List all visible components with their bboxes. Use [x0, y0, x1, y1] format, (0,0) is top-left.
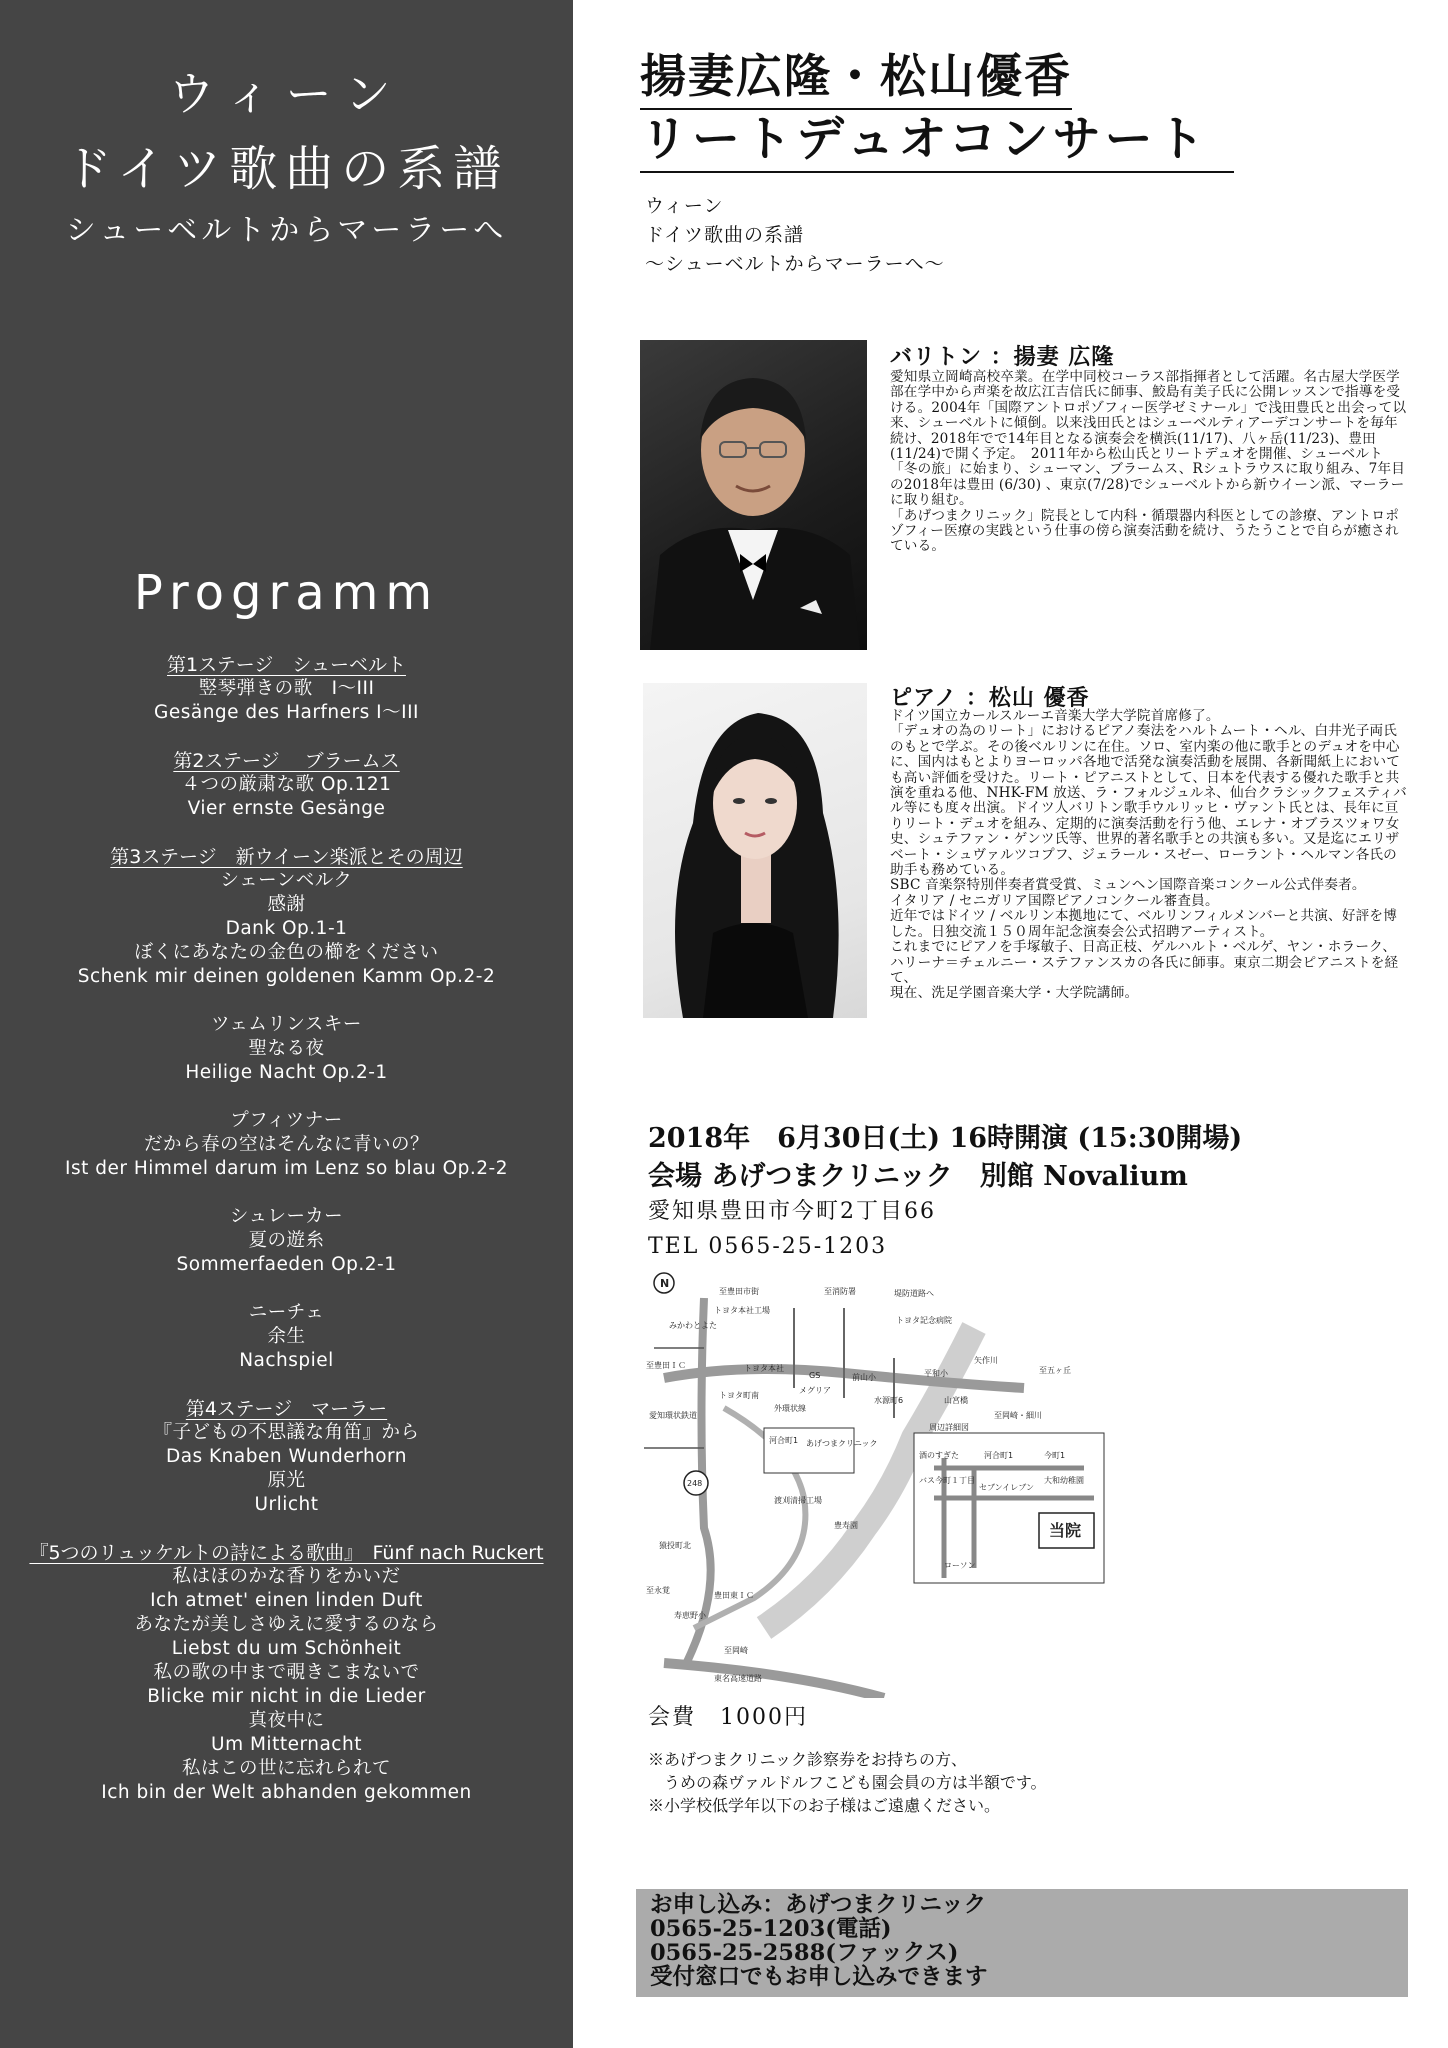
program-piece-line: シュレーカー — [229, 1206, 344, 1227]
map-label: 豊寿園 — [834, 1521, 858, 1530]
programm-heading: Programm — [133, 565, 440, 621]
program-piece-line: Ist der Himmel darum im Lenz so blau Op.2-2 — [65, 1158, 508, 1179]
subtitle-line-3: 〜シューベルトからマーラーへ〜 — [645, 253, 945, 275]
baritone-bio-paragraph: 「あげつまクリニック」院長として内科・循環器内科医としての診療、アントロポゾフィー医療の実践という仕事の傍ら演奏活動を続け、うたうことで自らが癒されている。 — [890, 507, 1400, 555]
program-stage — [0, 1109, 573, 1181]
map-label: 至岡崎 — [724, 1646, 748, 1655]
pianist-heading: ピアノ ：松山 優香 — [890, 685, 1090, 711]
pianist-bio-paragraph: 現在、洗足学園音楽大学・大学院講師。 — [890, 985, 1139, 1002]
map-label: バス今町１丁目 — [919, 1476, 975, 1485]
map-label: あげつまクリニック — [806, 1439, 878, 1448]
program-stage-heading: 第3ステージ 新ウイーン楽派とその周辺 — [110, 846, 463, 868]
apply-line: お申し込み：あげつまクリニック — [650, 1892, 987, 1918]
apply-fax: 0565-25-2588(ファックス) — [650, 1940, 959, 1966]
map-label: 至五ヶ丘 — [1039, 1366, 1071, 1375]
program-stage — [0, 653, 573, 725]
program-piece-line: Nachspiel — [239, 1350, 334, 1371]
program-spacer — [0, 1517, 573, 1541]
concert-subtitle — [645, 192, 945, 279]
map-label-touin: 当院 — [1049, 1521, 1082, 1540]
program-spacer — [0, 989, 573, 1013]
pianist-portrait-illustration — [643, 683, 867, 1018]
map-label: GS — [809, 1371, 821, 1380]
program-piece-line: 原光 — [267, 1470, 306, 1491]
program-piece-line: 余生 — [267, 1326, 306, 1347]
map-label: 猿投町北 — [659, 1541, 691, 1550]
program-piece-line: Urlicht — [254, 1494, 319, 1515]
program-piece-line: ４つの厳粛な歌 Op.121 — [181, 774, 392, 795]
note-line: うめの森ヴァルドルフこども園会員の方は半額です。 — [648, 1773, 1047, 1792]
map-label: トヨタ本社 — [744, 1364, 784, 1373]
program-piece-line: Blicke mir nicht in die Lieder — [147, 1686, 426, 1707]
program-piece-line: Ich bin der Welt abhanden gekommen — [101, 1782, 472, 1803]
program-piece-line: シェーンベルク — [220, 870, 353, 891]
sidebar-title-vienna: ウィーン — [168, 67, 405, 121]
program-stage — [0, 749, 573, 821]
map-label: 東名高速道路 — [714, 1674, 762, 1683]
program-spacer — [0, 1373, 573, 1397]
pianist-bio-paragraph: 「デュオの為のリート」におけるピアノ奏法をハルトムート・ヘル、白井光子両氏のもとで学ぶ。その後ベルリンに在住。ソロ、室内楽の他に歌手とのデュオを中心に、国内はもとよりヨーロッパ各地で活発な演奏活動を展開、各新聞紙上においても高い評価を受けた。リート・ピアニストとして、日本を代表する優れた歌手と共演を重ねる他、NHK-FM 放送、ラ・フォルジュルネ、仙台クラシックフェスティバル等にも度々出演。ドイツ人バリトン歌手ウルリッヒ・ヴァント氏とは、長年に亘りリート・デュオを組み、定期的に演奏活動を行う他、エレナ・オブラスツォワ女史、シュテファン・ゲンツ氏等、世界的著名歌手との共演も多い。又是迄にエリザベート・シュヴァルツコプフ、ジェラール・スゼー、ローラント・ヘルマン各氏の助手も務めている。 — [890, 723, 1407, 879]
program-spacer — [0, 1181, 573, 1205]
subtitle-line-1: ウィーン — [645, 195, 724, 217]
map-label: 前山小 — [852, 1373, 876, 1382]
pianist-bio-paragraph: ドイツ国立カールスルーエ音楽大学大学院首席修了。 — [890, 708, 1220, 724]
program-piece-line: Heilige Nacht Op.2-1 — [185, 1062, 388, 1083]
program-piece-line: 聖なる夜 — [248, 1038, 325, 1059]
note-line: ※あげつまクリニック診察券をお持ちの方、 — [648, 1750, 968, 1769]
program-piece-line: Dank Op.1-1 — [225, 918, 348, 939]
map-label: セブンイレブン — [979, 1483, 1034, 1492]
map-label: 寿恵野小 — [674, 1611, 706, 1620]
pianist-bio-paragraph: イタリア / セニガリア国際ピアノコンクール審査員。 — [890, 892, 1219, 909]
apply-line: 受付窓口でもお申し込みできます — [650, 1964, 988, 1990]
admission-notes — [648, 1748, 1047, 1817]
program-list — [0, 653, 573, 1805]
program-piece-line: Gesänge des Harfners I〜III — [154, 702, 419, 723]
map-label: 酒のすぎた — [919, 1451, 959, 1460]
program-piece-line: プフィツナー — [230, 1110, 343, 1131]
program-piece-line: Ich atmet' einen linden Duft — [150, 1590, 423, 1611]
admission-fee: 会費 1000円 — [648, 1705, 808, 1730]
map-label: 平和小 — [924, 1369, 948, 1378]
program-piece-line: Um Mitternacht — [211, 1734, 362, 1755]
subtitle-line-2: ドイツ歌曲の系譜 — [645, 224, 805, 246]
map-label: 至岡崎・細川 — [994, 1411, 1042, 1420]
baritone-biography — [890, 370, 1408, 555]
map-label: ローソン — [944, 1561, 976, 1570]
program-stage — [0, 1397, 573, 1517]
map-label: 愛知環状鉄道 — [649, 1411, 697, 1420]
map-label: 周辺詳細図 — [929, 1423, 969, 1432]
program-sidebar — [0, 0, 573, 2048]
road-shape — [664, 1663, 884, 1698]
program-piece-line: 夏の遊糸 — [248, 1230, 325, 1251]
program-piece-line: Sommerfaeden Op.2-1 — [176, 1254, 397, 1275]
program-stage-heading: 『5つのリュッケルトの詩による歌曲』 Fünf nach Ruckert — [29, 1542, 544, 1564]
program-stage — [0, 1301, 573, 1373]
program-piece-line: ツェムリンスキー — [211, 1014, 362, 1035]
program-piece-line: Das Knaben Wunderhorn — [165, 1446, 408, 1467]
clinic-area-box — [764, 1428, 854, 1473]
baritone-bio-paragraph: 愛知県立岡崎高校卒業。在学中同校コーラス部指揮者として活躍。名古屋大学医学部在学中から声楽を故広江吉信氏に師事、鮫島有美子氏に公開レッスンで指導を受ける。2004年「国際アントロポゾフィー医学ゼミナール」で浅田豊氏と出会って以来、シューベルトに傾倒。以来浅田氏とはシューベルティアーデコンサートを毎年続け、2018年でで14年目となる演奏会を横浜(11/17)、八ヶ岳(11/23)、豊田(11/24)で開く予定。 2011年から松山氏とリートデュオを開催、シューベルト「冬の旅」に始まり、シューマン、ブラームス、Rシュトラウスに取り組み、7年目の2018年は豊田 (6/30) 、東京(7/28)でシューベルトから新ウイーン派、マーラーに取り組む。 — [890, 369, 1407, 509]
baritone-heading: バリトン ：揚妻 広隆 — [890, 344, 1115, 370]
program-piece-line: だから春の空はそんなに青いの？ — [143, 1134, 429, 1155]
map-label: 渡刈清掃工場 — [774, 1496, 822, 1505]
program-piece-line: 私の歌の中まで覗きこまないで — [153, 1662, 420, 1683]
pianist-bio-paragraph: 近年ではドイツ / ベルリン本拠地にて、ベルリンフィルメンバーと共演、好評を博した。日独交流１５０周年記念演奏会公式招聘アーティスト。 — [890, 908, 1397, 940]
pianist-bio-paragraph: これまでにピアノを手塚敏子、日高正枝、ゲルハルト・ベルゲ、ヤン・ホラーク、ハリーナ＝チェルニー・ステファンスカの各氏に師事。東京二期会ピアニストを経て、 — [890, 939, 1399, 986]
map-label: トヨタ町南 — [719, 1391, 759, 1400]
program-piece-line: Vier ernste Gesänge — [187, 798, 386, 819]
program-piece-line: ニーチェ — [248, 1302, 325, 1323]
program-piece-line: 私はこの世に忘れられて — [181, 1758, 391, 1779]
map-label: 山宮橋 — [944, 1396, 968, 1405]
map-label-route: 248 — [687, 1479, 703, 1488]
map-north-label: N — [660, 1277, 670, 1290]
program-piece-line: 竪琴弾きの歌 I〜III — [198, 678, 375, 699]
program-piece-line: Liebst du um Schönheit — [171, 1638, 402, 1659]
access-map-drawing — [644, 1268, 1114, 1698]
map-label: トヨタ本社工場 — [714, 1306, 770, 1315]
pianist-bio-paragraph: SBC 音楽祭特別伴奏者賞受賞、ミュンヘン国際音楽コンクール公式伴奏者。 — [890, 877, 1366, 894]
program-piece-line: 感謝 — [267, 894, 306, 915]
program-piece-line: あなたが美しさゆえに愛するのなら — [134, 1614, 439, 1635]
program-piece-line: 『子どもの不思議な角笛』から — [153, 1422, 420, 1443]
apply-phone: 0565-25-1203(電話) — [650, 1916, 892, 1942]
program-piece-line: 真夜中に — [248, 1710, 325, 1731]
map-label: メグリア — [799, 1386, 831, 1395]
program-piece-line: 私はほのかな香りをかいだ — [172, 1566, 401, 1587]
application-box — [636, 1889, 1408, 1997]
program-stage-heading: 第4ステージ マーラー — [185, 1398, 388, 1420]
program-spacer — [0, 1085, 573, 1109]
program-stage-heading: 第2ステージ ブラームス — [173, 750, 400, 772]
program-stage — [0, 1205, 573, 1277]
program-stage-heading: 第1ステージ シューベルト — [167, 654, 406, 676]
event-address: 愛知県豊田市今町2丁目66 — [648, 1199, 936, 1224]
map-label: 外環状線 — [774, 1404, 806, 1413]
concert-title-performers: 揚妻広隆・松山優香 — [640, 40, 1072, 110]
map-label: みかわとよた — [669, 1321, 717, 1330]
map-label: 至豊田市街 — [719, 1287, 759, 1296]
access-map — [644, 1268, 1114, 1698]
note-line: ※小学校低学年以下のお子様はご遠慮ください。 — [648, 1796, 1001, 1815]
pianist-biography — [890, 709, 1408, 1002]
program-piece-line: ぼくにあなたの金色の櫛をください — [134, 942, 439, 963]
program-spacer — [0, 821, 573, 845]
event-tel: TEL 0565-25-1203 — [648, 1234, 888, 1259]
program-stage — [0, 845, 573, 989]
event-datetime: 2018年 6月30日(土) 16時開演 (15:30開場) — [648, 1123, 1243, 1154]
map-label: 大和幼稚園 — [1044, 1476, 1084, 1485]
map-label: 至永覚 — [646, 1586, 670, 1595]
concert-title-duo: リートデュオコンサート — [640, 100, 1234, 173]
event-info — [648, 1120, 1242, 1266]
pianist-photo — [643, 683, 867, 1018]
map-label: 豊田東ＩＣ — [714, 1591, 754, 1600]
map-label: 河合町1 — [984, 1451, 1014, 1460]
map-label: 今町1 — [1044, 1451, 1066, 1460]
event-venue: 会場 あげつまクリニック 別館 Novalium — [648, 1161, 1188, 1192]
sidebar-title-schubert-to-mahler: シューベルトからマーラーへ — [65, 213, 508, 248]
map-label: 至消防署 — [824, 1287, 856, 1296]
program-stage — [0, 1541, 573, 1805]
baritone-portrait-illustration — [640, 340, 867, 650]
sidebar-title-lied-lineage: ドイツ歌曲の系譜 — [63, 141, 510, 197]
baritone-photo — [640, 340, 867, 650]
map-label: 河合町1 — [769, 1436, 799, 1445]
program-spacer — [0, 725, 573, 749]
map-label: トヨタ記念病院 — [896, 1316, 952, 1325]
map-label: 至豊田ＩＣ — [646, 1361, 686, 1370]
map-label: 水源町6 — [874, 1396, 904, 1405]
map-label: 矢作川 — [974, 1356, 998, 1365]
program-piece-line: Schenk mir deinen goldenen Kamm Op.2-2 — [77, 966, 496, 987]
program-stage — [0, 1013, 573, 1085]
map-label: 堤防道路へ — [894, 1289, 934, 1298]
program-spacer — [0, 1277, 573, 1301]
